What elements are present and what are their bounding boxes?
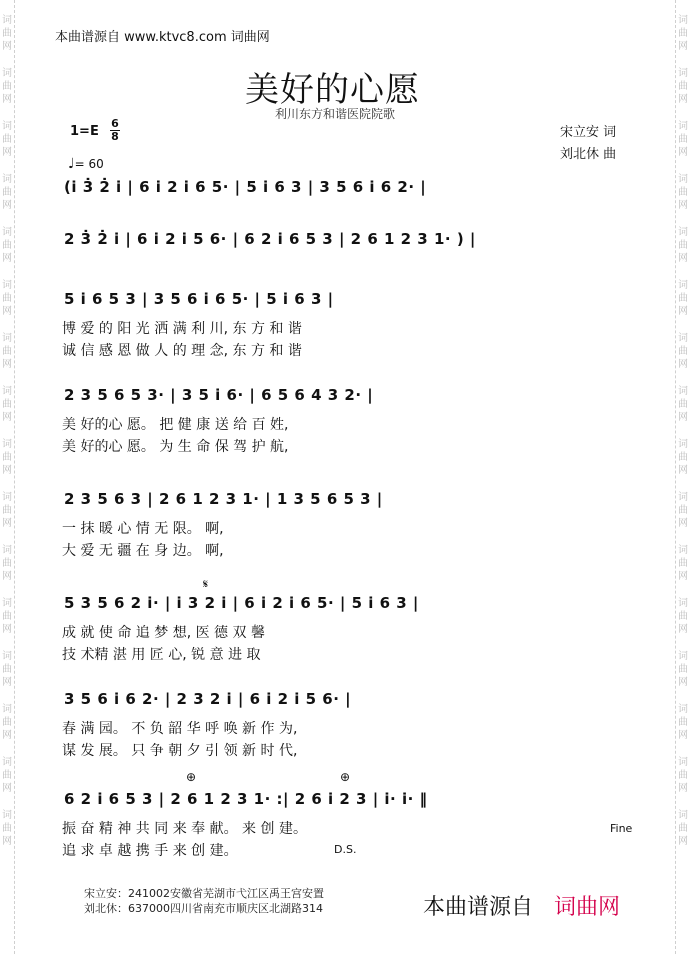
lyric-line-1: 博 爱 的 阳 光 洒 满 利 川, 东 方 和 谐: [62, 321, 302, 337]
edge-glyph: 词: [678, 68, 688, 79]
edge-glyph: 曲: [2, 664, 12, 675]
edge-glyph: 网: [678, 571, 688, 582]
edge-glyph: 曲: [678, 505, 688, 516]
edge-glyph: 词: [2, 492, 12, 503]
fine-mark: Fine: [610, 822, 633, 835]
edge-glyph: 曲: [2, 823, 12, 834]
edge-glyph: 词: [2, 15, 12, 26]
edge-glyph: 网: [678, 783, 688, 794]
key-signature: 1=E: [70, 124, 99, 139]
notation-row: 5 3 5 6 2 i· | i 3 2 i | 6 i 2 i 6 5· | 5 i 6 3 |: [64, 594, 419, 612]
site-header: 本曲谱源自 www.ktvc8.com 词曲网: [55, 30, 270, 45]
notation-row: 2 3̇ 2̇ i | 6 i 2 i 5 6· | 6 2 i 6 5 3 | 2 6 1 2 3 1· ) |: [64, 230, 476, 248]
edge-glyph: 词: [678, 651, 688, 662]
edge-glyph: 网: [678, 200, 688, 211]
edge-glyph: 词: [2, 121, 12, 132]
ds-mark: D.S.: [334, 843, 357, 856]
edge-glyph: 曲: [678, 717, 688, 728]
lyric-line-1: 春 满 园。 不 负 韶 华 呼 唤 新 作 为,: [62, 721, 298, 737]
edge-glyph: 曲: [2, 240, 12, 251]
lyric-line-2: 诚 信 感 恩 做 人 的 理 念, 东 方 和 谐: [62, 343, 302, 359]
edge-glyph: 网: [2, 836, 12, 847]
edge-glyph: 词: [2, 545, 12, 556]
song-title: 美好的心愿: [245, 70, 420, 110]
edge-glyph: 词: [2, 598, 12, 609]
lyric-line-1: 成 就 使 命 追 梦 想, 医 德 双 馨: [62, 625, 265, 641]
edge-glyph: 词: [678, 174, 688, 185]
edge-glyph: 曲: [2, 293, 12, 304]
edge-glyph: 网: [2, 412, 12, 423]
edge-glyph: 网: [678, 465, 688, 476]
composer-credit: 刘北休 曲: [560, 147, 617, 162]
notation-row: (i 3̇ 2̇ i | 6 i 2 i 6 5· | 5 i 6 3 | 3 5 6 i 6 2· |: [64, 178, 427, 196]
coda-icon: ⊕: [186, 770, 197, 784]
edge-glyph: 曲: [2, 558, 12, 569]
edge-glyph: 曲: [678, 611, 688, 622]
edge-glyph: 网: [2, 465, 12, 476]
address-line-1: 宋立安：241002安徽省芜湖市弋江区禹王宫安置: [84, 887, 324, 900]
edge-glyph: 网: [678, 306, 688, 317]
edge-glyph: 词: [678, 439, 688, 450]
lyric-line-2: 追 求 卓 越 携 手 来 创 建。: [62, 843, 238, 859]
coda-icon-2: ⊕: [340, 770, 351, 784]
edge-glyph: 词: [2, 704, 12, 715]
edge-glyph: 词: [2, 386, 12, 397]
edge-glyph: 曲: [2, 134, 12, 145]
edge-glyph: 网: [678, 730, 688, 741]
edge-glyph: 网: [678, 94, 688, 105]
edge-glyph: 词: [2, 280, 12, 291]
edge-glyph: 网: [678, 412, 688, 423]
tempo-value: = 60: [74, 157, 104, 171]
edge-glyph: 曲: [678, 81, 688, 92]
edge-glyph: 词: [2, 757, 12, 768]
edge-glyph: 曲: [2, 717, 12, 728]
edge-glyph: 词: [678, 386, 688, 397]
lyric-line-2: 谋 发 展。 只 争 朝 夕 引 领 新 时 代,: [62, 743, 298, 759]
watermark-left: 本曲谱源自: [423, 895, 534, 920]
edge-glyph: 网: [2, 306, 12, 317]
edge-glyph: 曲: [678, 558, 688, 569]
address-line-2: 刘北休：637000四川省南充市顺庆区北湖路314: [84, 902, 323, 915]
edge-glyph: 网: [2, 518, 12, 529]
edge-glyph: 词: [678, 121, 688, 132]
edge-glyph: 网: [2, 730, 12, 741]
edge-glyph: 网: [678, 677, 688, 688]
edge-glyph: 词: [678, 704, 688, 715]
edge-glyph: 曲: [678, 28, 688, 39]
time-signature: [110, 118, 120, 143]
edge-glyph: 网: [678, 253, 688, 264]
edge-glyph: 网: [678, 836, 688, 847]
left-edge-strip: [0, 0, 15, 954]
notation-row: 2 3 5 6 5 3· | 3 5 i 6· | 6 5 6 4 3 2· |: [64, 386, 374, 404]
edge-glyph: 网: [2, 677, 12, 688]
edge-glyph: 词: [678, 227, 688, 238]
quarter-note-icon: ♩: [68, 156, 75, 172]
notation-row: 6 2 i 6 5 3 | 2 6 1 2 3 1· :| 2 6 i 2 3 | i· i· ‖: [64, 790, 428, 808]
edge-glyph: 网: [2, 783, 12, 794]
tempo-marking: [68, 156, 104, 172]
segno-icon: 𝄋: [203, 577, 209, 591]
edge-glyph: 词: [678, 545, 688, 556]
edge-glyph: 曲: [678, 293, 688, 304]
edge-glyph: 曲: [2, 346, 12, 357]
edge-glyph: 曲: [678, 664, 688, 675]
edge-glyph: 曲: [678, 399, 688, 410]
lyric-line-2: 大 爱 无 疆 在 身 边。 啊,: [62, 543, 224, 559]
edge-glyph: 词: [678, 280, 688, 291]
edge-glyph: 网: [2, 41, 12, 52]
song-subtitle: 利川东方和谐医院院歌: [275, 107, 396, 121]
edge-glyph: 词: [2, 174, 12, 185]
time-top: 6: [111, 117, 119, 130]
edge-glyph: 网: [2, 624, 12, 635]
lyricist-credit: 宋立安 词: [560, 125, 617, 140]
edge-glyph: 曲: [2, 399, 12, 410]
lyric-line-2: 美 好的心 愿。 为 生 命 保 驾 护 航,: [62, 439, 289, 455]
notation-row: 2 3 5 6 3 | 2 6 1 2 3 1· | 1 3 5 6 5 3 |: [64, 490, 383, 508]
edge-glyph: 网: [678, 147, 688, 158]
edge-glyph: 词: [2, 651, 12, 662]
edge-glyph: 词: [2, 439, 12, 450]
edge-glyph: 词: [678, 757, 688, 768]
lyric-line-1: 美 好的心 愿。 把 健 康 送 给 百 姓,: [62, 417, 289, 433]
edge-glyph: 曲: [678, 346, 688, 357]
edge-glyph: 网: [678, 41, 688, 52]
edge-glyph: 网: [678, 624, 688, 635]
edge-glyph: 词: [678, 333, 688, 344]
edge-glyph: 词: [2, 333, 12, 344]
edge-glyph: 网: [2, 253, 12, 264]
edge-glyph: 词: [2, 810, 12, 821]
edge-glyph: 曲: [2, 187, 12, 198]
edge-glyph: 网: [2, 571, 12, 582]
edge-glyph: 曲: [2, 770, 12, 781]
edge-glyph: 网: [2, 147, 12, 158]
edge-glyph: 网: [2, 94, 12, 105]
edge-glyph: 曲: [678, 452, 688, 463]
edge-glyph: 网: [678, 518, 688, 529]
edge-glyph: 曲: [2, 505, 12, 516]
edge-glyph: 网: [2, 200, 12, 211]
edge-glyph: 词: [678, 492, 688, 503]
edge-glyph: 网: [678, 359, 688, 370]
edge-glyph: 曲: [678, 134, 688, 145]
edge-glyph: 词: [678, 810, 688, 821]
notation-row: 5 i 6 5 3 | 3 5 6 i 6 5· | 5 i 6 3 |: [64, 290, 334, 308]
watermark: [423, 890, 620, 921]
lyric-line-2: 技 术精 湛 用 匠 心, 锐 意 进 取: [62, 647, 261, 663]
edge-glyph: 曲: [678, 240, 688, 251]
credits: [560, 122, 616, 166]
edge-glyph: 词: [2, 227, 12, 238]
watermark-right: 词曲网: [554, 895, 621, 920]
edge-glyph: 曲: [2, 28, 12, 39]
edge-glyph: 词: [678, 598, 688, 609]
edge-glyph: 曲: [678, 187, 688, 198]
lyric-line-1: 一 抹 暖 心 情 无 限。 啊,: [62, 521, 224, 537]
edge-glyph: 网: [2, 359, 12, 370]
edge-glyph: 词: [2, 68, 12, 79]
edge-glyph: 曲: [678, 823, 688, 834]
time-bottom: 8: [111, 130, 119, 143]
edge-glyph: 曲: [2, 81, 12, 92]
right-edge-strip: [675, 0, 690, 954]
address-note: [84, 886, 324, 916]
edge-glyph: 曲: [678, 770, 688, 781]
lyric-line-1: 振 奋 精 神 共 同 来 奉 献。 来 创 建。: [62, 821, 307, 837]
notation-row: 3 5 6 i 6 2· | 2 3 2 i | 6 i 2 i 5 6· |: [64, 690, 352, 708]
edge-glyph: 曲: [2, 611, 12, 622]
edge-glyph: 曲: [2, 452, 12, 463]
edge-glyph: 词: [678, 15, 688, 26]
